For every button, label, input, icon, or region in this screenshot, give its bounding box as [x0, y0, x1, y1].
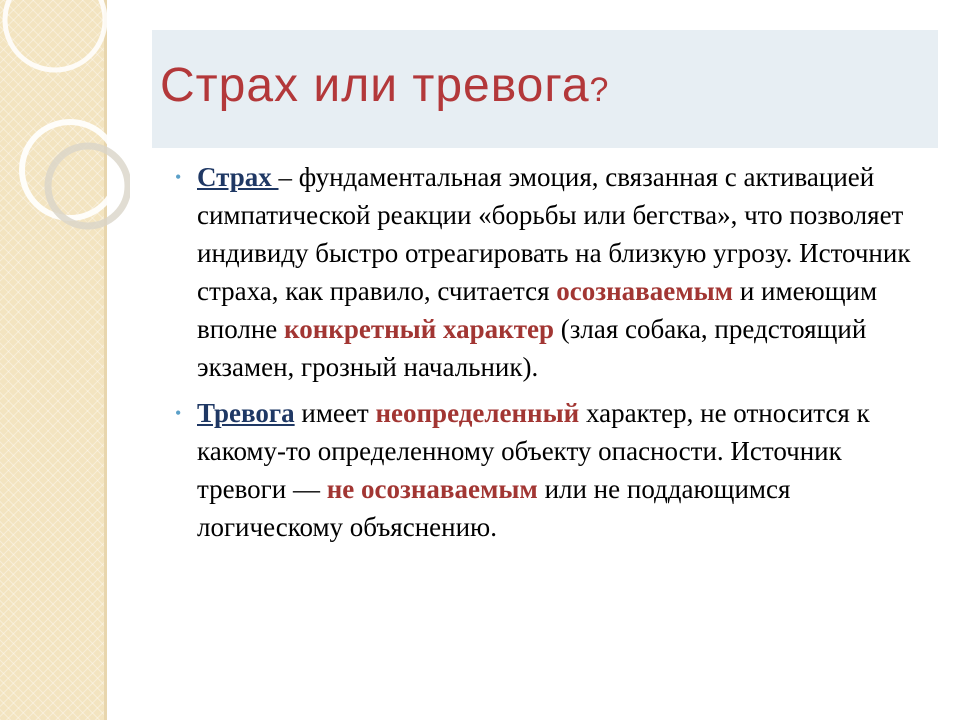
- highlight-conscious: осознаваемым: [556, 276, 734, 306]
- bullet-anxiety-text-1: имеет: [294, 398, 376, 428]
- bullet-fear-text-1: – фундаментальная эмоция, связанная с активацией симпатической реакции «борьбы или бегства», что позволяет индивиду быстро отреагировать на близкую угрозу. Источник страха, как правило, считается: [197, 162, 911, 306]
- bullet-anxiety-text-2: характер, не относится к какому-то определенному объекту опасности. Источник тревоги —: [197, 398, 870, 504]
- title-question-mark: ?: [589, 71, 610, 109]
- bullet-anxiety-text-3: или не поддающимся логическому объяснению.: [197, 474, 791, 542]
- slide-content: [175, 158, 915, 554]
- bullet-fear: [175, 158, 915, 386]
- bullet-dot-icon: •: [175, 403, 182, 423]
- highlight-unconscious: не осознаваемым: [326, 474, 538, 504]
- highlight-concrete: конкретный характер: [284, 314, 554, 344]
- bullet-fear-text-2: и имеющим вполне: [197, 276, 878, 344]
- rings-decoration-icon: [0, 0, 130, 260]
- term-fear: Страх: [197, 162, 279, 192]
- highlight-undefined: неопределенный: [375, 398, 580, 428]
- bullet-dot-icon: •: [175, 167, 182, 187]
- bullet-anxiety: [175, 394, 915, 546]
- term-anxiety: Тревога: [197, 398, 295, 428]
- slide-title: [160, 58, 609, 113]
- bullet-fear-text-3: (злая собака, предстоящий экзамен, грозный начальник).: [197, 314, 867, 382]
- title-text: Страх или тревога: [160, 59, 590, 112]
